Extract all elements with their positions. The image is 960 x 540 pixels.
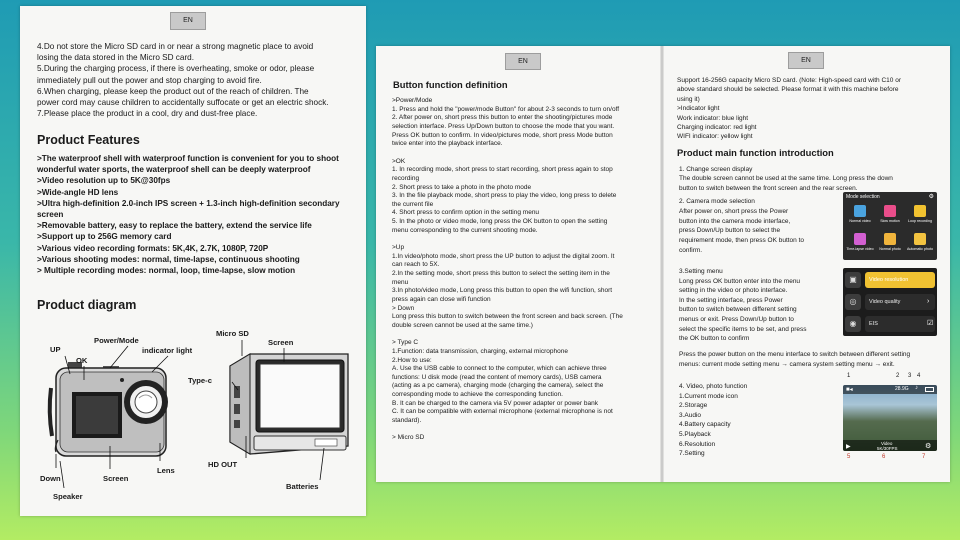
safety-line: losing the data stored in the Micro SD card. [37,53,195,63]
callout-number: 1 [847,373,851,379]
mode-label: Video [881,441,893,446]
mode-selection-line: requirement mode, then press OK button to [679,237,805,245]
main-function-page [662,46,950,482]
mode-tile-icon [914,205,926,217]
callout-number: 2 [896,373,900,379]
audio-icon: ♪ [915,385,918,391]
feature-line: >Removable battery, easy to replace the battery, extend the service life [37,221,312,231]
setting-menu-line: In the setting interface, press Power [679,296,783,304]
button-function-line: menu corresponding to the current shooting mode. [392,226,538,234]
mode-tile-label: Normal video [849,219,871,223]
button-function-line: double screen cannot be used at the same time.) [392,321,533,329]
intro-line: using it) [677,95,700,103]
callout-number: 7 [922,454,926,460]
manual-spread-right [376,46,950,482]
playback-icon: ▶ [846,444,851,450]
checkbox-icon: ☑ [927,320,934,327]
button-function-line: standard). [392,417,422,425]
features-heading: Product Features [37,133,140,147]
setting-gear-icon: ⚙ [925,443,932,450]
battery-icon [925,387,934,392]
manual-page-left [20,6,366,516]
button-function-line: >OK [392,157,406,165]
setting-menu-line: select the specific items to be set, and press [679,325,807,333]
mode-tile-icon [854,205,866,217]
settings-row-icon: ◉ [845,316,861,332]
mode-tile-label: Time-lapse video [846,247,874,251]
feature-line: >The waterproof shell with waterproof function is convenient for you to shoot [37,154,339,163]
button-function-line: 1.In video/photo mode, short press the UP button to adjust the digital zoom. It [392,252,615,260]
button-function-line: selection interface. Press Up/Down button to choose the mode that you want. [392,122,615,130]
button-function-line: 1. In recording mode, short press to start recording, short press again to stop [392,166,613,174]
callout-number: 6 [882,454,886,460]
video-function-line: 6.Resolution [679,440,716,448]
settings-row-icon: ◎ [845,294,861,310]
feature-line: >Wide-angle HD lens [37,187,119,197]
feature-line: >Video resolution up to 5K@30fps [37,176,171,186]
change-screen-line: The double screen cannot be used at the same time. Long press the down [679,175,893,183]
safety-line: 5.During the charging process, if there is overheating, smoke or odor, please [37,64,315,74]
intro-line: above standard should be selected. Please format it with this machine before [677,86,899,94]
setting-menu-line: menus or exit. Press Down/Up button to [679,316,794,323]
label-screen-front: Screen [103,474,129,483]
callout-number: 4 [917,373,921,379]
setting-menu-line: button to switch between different setting [679,306,797,314]
settings-row-label: Video quality [865,294,935,310]
intro-line: >Indicator light [677,105,720,113]
mode-tile [906,203,934,229]
mode-tile-icon [884,205,896,217]
mode-tile [846,231,874,257]
change-screen-line: button to switch between the front screen and the rear screen. [679,184,858,192]
video-function-line: 3.Audio [679,411,702,419]
storage-readout: 28.9G [895,386,909,392]
button-function-heading: Button function definition [393,79,508,90]
button-function-line: 3.In photo/video mode, Long press this button to open the wifi function, short [392,287,613,295]
setting-menu-line: Long press OK button enter into the menu [679,277,801,285]
mode-selection-line: button into the camera mode interface, [679,217,791,225]
power-menu-line: Press the power button on the menu interface to switch between different setting [679,351,911,358]
change-screen-line: 1. Change screen display [679,166,753,173]
safety-line: 6.When charging, please keep the product out of the reach of children. The [37,86,309,96]
button-function-line: > Micro SD [392,434,425,442]
button-function-line: B. It can be charged to the camera via 5V power adapter or power bank [392,399,598,407]
button-function-line: functions: U disk mode (read the content of memory cards), USB camera [392,373,602,381]
settings-row-label: EIS [865,316,935,332]
button-function-line: 2. After power on, short press this button to enter the shooting/pictures mode [392,114,613,122]
feature-line: screen [37,210,64,219]
setting-menu-line: setting in the video or photo interface. [679,287,788,295]
mode-selection-screen [843,192,937,260]
mode-tile [846,203,874,229]
label-type-c: Type-c [188,376,212,385]
feature-line: wonderful water sports, the waterproof shell can be deeply waterproof [37,165,311,175]
label-micro-sd: Micro SD [216,329,249,338]
main-function-heading: Product main function introduction [677,147,834,158]
mode-tile-label: Normal photo [879,247,901,251]
mode-tile-icon [914,233,926,245]
safety-line: immediately pull out the power and stop charging to avoid fire. [37,75,262,85]
settings-row-icon: ▣ [845,272,861,288]
label-ok: OK [76,356,88,365]
button-function-line: 4. Short press to confirm option in the setting menu [392,209,540,217]
button-function-page [376,46,662,482]
settings-row-label: Video resolution [865,272,935,288]
setting-menu-line: the OK button to confirm [679,335,750,343]
button-function-line: > Down [392,304,415,312]
button-function-line: corresponding mode to achieve the corresponding function. [392,391,563,399]
mode-tile-label: Slow motion [880,219,900,223]
mode-tile [876,231,904,257]
button-function-line: 2.How to use: [392,356,432,364]
settings-menu-screen [843,268,937,336]
safety-line: 4.Do not store the Micro SD card in or near a strong magnetic place to avoid [37,42,314,51]
settings-gear-icon: ⚙ [928,194,934,200]
button-function-line: twice enter into the playback interface. [392,140,503,148]
button-function-line: 1. Press and hold the "power/mode Button" for about 2-3 seconds to turn on/off [392,105,620,113]
feature-line: > Multiple recording modes: normal, loop, time-lapse, slow motion [37,266,296,275]
button-function-line: menu [392,278,409,286]
label-down: Down [40,474,61,483]
safety-line: power cord may cause children to accidentally suffocate or get an electric shock. [37,98,329,107]
button-function-line: >Power/Mode [392,97,433,104]
safety-line: 7.Please place the product in a cool, dry and dust-free place. [37,109,258,119]
live-view-screen [843,385,937,451]
diagram-leader-lines-side [20,6,366,516]
resolution-readout: 5K/30FPS [877,446,898,451]
button-function-line: (acting as a pc camera), charging mode (charging the camera), select the [392,382,604,390]
callout-number: 3 [908,373,912,379]
button-function-line: C. It can be compatible with external microphone (external microphone is not [392,408,613,416]
settings-row [843,314,937,334]
button-function-line: the current file [392,200,434,208]
feature-line: >Support up to 256G memory card [37,232,172,242]
label-power-mode: Power/Mode [94,336,139,345]
mode-selection-title: Mode selection [846,194,880,200]
intro-line: Work indicator: blue light [677,114,749,122]
mode-tile-icon [884,233,896,245]
language-tab: EN [788,52,824,69]
video-mode-icon: ■◂ [846,387,853,393]
video-function-line: 4.Battery capacity [679,421,731,429]
mode-selection-line: press Down/Up button to select the [679,227,781,235]
label-lens: Lens [157,466,175,475]
mode-tile [876,203,904,229]
video-function-line: 4. Video, photo function [679,383,748,390]
diagram-heading: Product diagram [37,298,137,312]
label-speaker: Speaker [53,492,83,501]
feature-line: >Various video recording formats: 5K,4K, 2.7K, 1080P, 720P [37,243,269,253]
label-up: UP [50,345,61,354]
language-tab: EN [170,12,206,30]
settings-row [843,292,937,312]
mode-tile-label: Loop recording [908,219,932,223]
chevron-right-icon: › [927,298,930,305]
button-function-line: Press OK button to confirm. In video/pictures mode, short press Mode button [392,131,613,139]
button-function-line: 2. Short press to take a photo in the photo mode [392,183,532,191]
button-function-line: can reach to 5X. [392,261,440,269]
label-hd-out: HD OUT [208,460,238,469]
video-function-line: 2.Storage [679,402,708,410]
feature-line: >Ultra high-definition 2.0-inch IPS screen + 1.3-inch high-definition secondary [37,198,340,208]
button-function-line: Long press this button to switch between the front screen and back screen. (The [392,313,623,321]
label-batteries: Batteries [286,482,319,491]
settings-row [843,270,937,290]
video-function-line: 1.Current mode icon [679,392,738,400]
button-function-line: 5. In the photo or video mode, long press the OK button to open the setting [392,218,608,226]
mode-tile [906,231,934,257]
power-menu-line: menus: current mode setting menu → camera system setting menu → exit. [679,360,895,368]
mode-selection-line: After power on, short press the Power [679,207,789,215]
button-function-line: 1.Function: data transmission, charging, external microphone [392,347,568,355]
mode-selection-line: 2. Camera mode selection [679,198,755,205]
button-function-line: press again can close wifi function [392,295,491,303]
button-function-line: A. Use the USB cable to connect to the computer, which can achieve three [392,365,607,373]
intro-line: Charging indicator: red light [677,124,757,131]
button-function-line: >Up [392,244,405,252]
label-screen-back: Screen [268,338,294,347]
language-tab: EN [505,53,541,70]
feature-line: >Various shooting modes: normal, time-lapse, continuous shooting [37,254,300,264]
button-function-line: 2.In the setting mode, short press this button to select the setting item in the [392,270,610,277]
label-indicator-light: indicator light [142,346,193,355]
video-function-line: 7.Setting [679,450,705,458]
button-function-line: recording [392,174,420,182]
mode-tile-icon [854,233,866,245]
setting-menu-line: 3.Setting menu [679,268,723,275]
button-function-line: 3. In the file playback mode, short press to play the video, long press to delete [392,192,617,200]
intro-line: WIFI indicator: yellow light [677,133,753,141]
intro-line: Support 16-256G capacity Micro SD card. (Note: High-speed card with C10 or [677,77,901,84]
live-view-topbar [843,385,937,394]
mode-selection-line: confirm. [679,247,703,254]
button-function-line: > Type C [392,339,419,347]
callout-number: 5 [847,454,851,460]
video-function-line: 5.Playback [679,431,711,438]
mode-tile-label: Automatic photo [907,247,933,251]
